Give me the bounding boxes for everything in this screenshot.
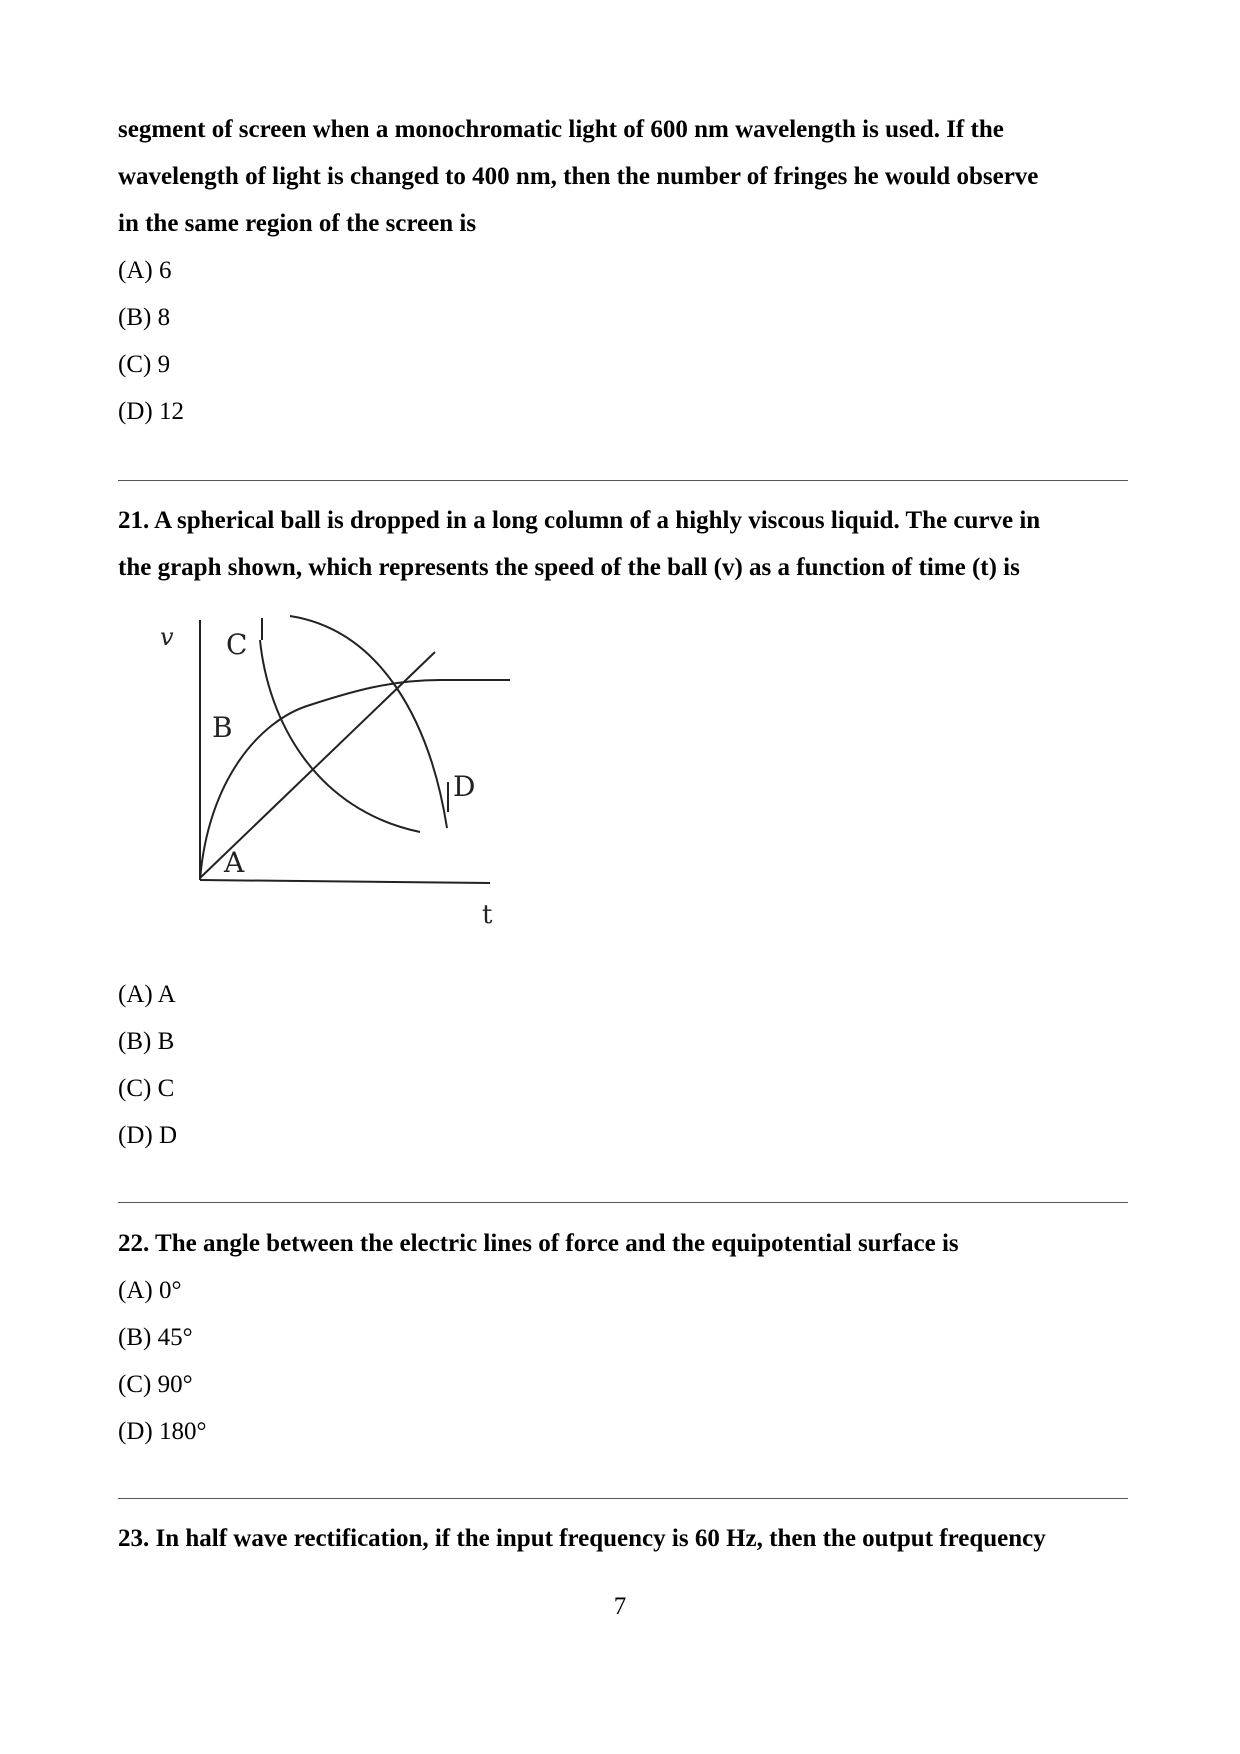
question-21-options <box>118 971 1128 1159</box>
divider <box>118 480 1128 481</box>
curve-label-d: D <box>453 770 476 803</box>
question-20-line-2: wavelength of light is changed to 400 nm, then the number of fringes he would observe <box>118 163 1039 190</box>
question-23 <box>118 1515 1128 1562</box>
question-20-line-3: in the same region of the screen is <box>118 210 477 237</box>
option-b: (B) B <box>118 1028 175 1055</box>
question-21 <box>118 497 1128 591</box>
x-axis <box>200 880 490 883</box>
question-22-line-1: 22. The angle between the electric lines of force and the equipotential surface is <box>118 1230 959 1257</box>
curve-c <box>260 640 420 832</box>
y-axis-label: v <box>160 623 174 651</box>
question-20 <box>118 106 1128 435</box>
option-d: (D) 180° <box>118 1418 207 1445</box>
page-number: 7 <box>613 1593 627 1620</box>
option-b: (B) 45° <box>118 1324 193 1351</box>
option-a: (A) 6 <box>118 257 172 284</box>
option-d: (D) D <box>118 1122 178 1149</box>
question-23-line-1: 23. In half wave rectification, if the input frequency is 60 Hz, then the output frequency <box>118 1525 1046 1552</box>
option-d: (D) 12 <box>118 398 184 425</box>
divider <box>118 1202 1128 1203</box>
question-22 <box>118 1220 1128 1455</box>
option-c: (C) 90° <box>118 1371 193 1398</box>
option-c: (C) C <box>118 1075 175 1102</box>
question-21-line-1: 21. A spherical ball is dropped in a long column of a highly viscous liquid. The curve in <box>118 507 1041 534</box>
option-c: (C) 9 <box>118 351 171 378</box>
curve-label-c: C <box>226 628 248 661</box>
option-a: (A) A <box>118 981 176 1008</box>
option-a: (A) 0° <box>118 1277 182 1304</box>
question-20-line-1: segment of screen when a monochromatic light of 600 nm wavelength is used. If the <box>118 116 1004 143</box>
divider <box>118 1498 1128 1499</box>
option-b: (B) 8 <box>118 304 171 331</box>
question-21-line-2: the graph shown, which represents the speed of the ball (v) as a function of time (t) is <box>118 554 1020 581</box>
velocity-time-graph <box>150 600 530 940</box>
x-axis-label: t <box>482 900 493 930</box>
curve-label-a: A <box>224 846 245 879</box>
curve-d <box>290 616 447 828</box>
curve-label-b: B <box>212 711 233 744</box>
